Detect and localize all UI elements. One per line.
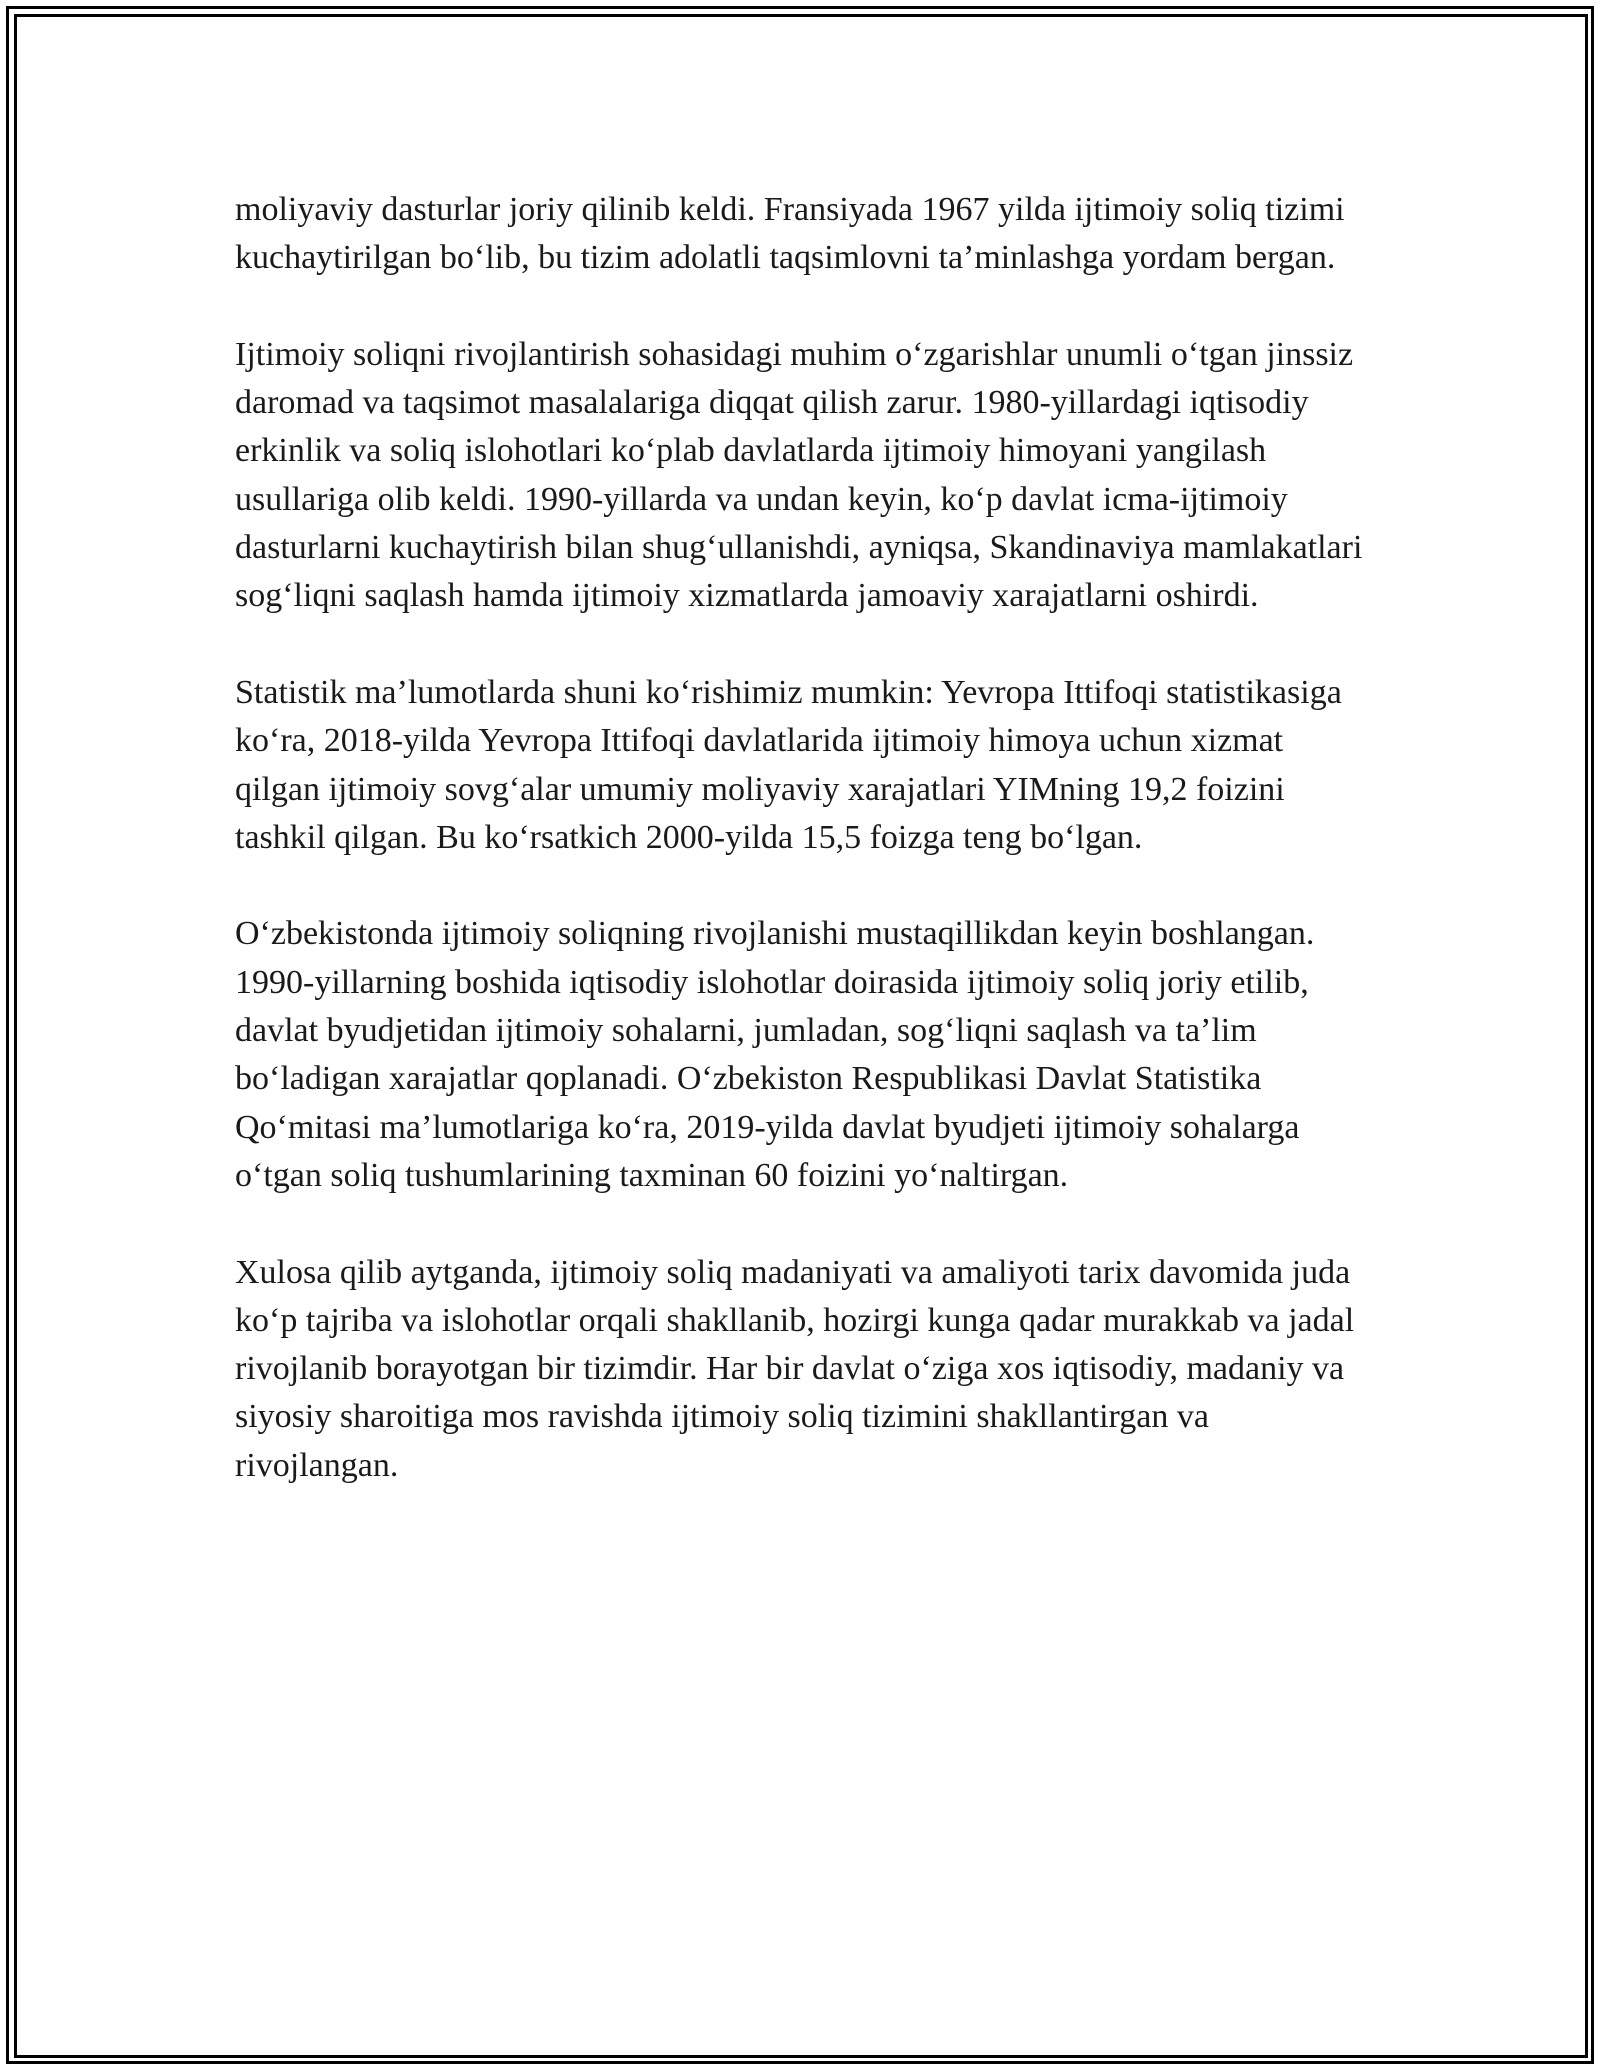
paragraph-5: Xulosa qilib aytganda, ijtimoiy soliq madaniyati va amaliyoti tarix davomida juda ko‘p tajriba va islohotlar orqali shakllanib, hozirgi kunga qadar murakkab va jadal rivojlanib borayotgan bir tizimdir. Har bir davlat o‘ziga xos iqtisodiy, madaniy va siyosiy sharoitiga mos ravishda ijtimoiy soliq tizimini shakllantirgan va rivojlangan. (235, 1253, 1355, 1484)
paragraph-2: Ijtimoiy soliqni rivojlantirish sohasidagi muhim o‘zgarishlar unumli o‘tgan jinssiz daromad va taqsimot masalalariga diqqat qilish zarur. 1980-yillardagi iqtisodiy erkinlik va soliq islohotlari ko‘plab davlatlarda ijtimoiy himoyani yangilash usullariga olib keldi. 1990-yillarda va undan keyin, ko‘p davlat icma-ijtimoiy dasturlarni kuchaytirish bilan shug‘ullanishdi, ayniqsa, Skandinaviya mamlakatlari sog‘liqni saqlash hamda ijtimoiy xizmatlarda jamoaviy xarajatlarni oshirdi. (235, 335, 1363, 615)
paragraph-4: O‘zbekistonda ijtimoiy soliqning rivojlanishi mustaqillikdan keyin boshlangan. 1990-yillarning boshida iqtisodiy islohotlar doirasida ijtimoiy soliq joriy etilib, davlat byudjetidan ijtimoiy sohalarni, jumladan, sog‘liqni saqlash va ta’lim bo‘ladigan xarajatlar qoplanadi. O‘zbekiston Respublikasi Davlat Statistika Qo‘mitasi ma’lumotlariga ko‘ra, 2019-yilda davlat byudjeti ijtimoiy sohalarga o‘tgan soliq tushumlarining taxminan 60 foizini yo‘naltirgan. (235, 915, 1315, 1194)
paragraph-3: Statistik ma’lumotlarda shuni ko‘rishimiz mumkin: Yevropa Ittifoqi statistikasiga ko‘ra, 2018-yilda Yevropa Ittifoqi davlatlarida ijtimoiy himoya uchun xizmat qilgan ijtimoiy sovg‘alar umumiy moliyaviy xarajatlari YIMning 19,2 foizini tashkil qilgan. Bu ko‘rsatkich 2000-yilda 15,5 foizga teng bo‘lgan. (235, 673, 1342, 856)
document-body (235, 186, 1370, 1490)
paragraph-1: moliyaviy dasturlar joriy qilinib keldi. Fransiyada 1967 yilda ijtimoiy soliq tizimi kuchaytirilgan bo‘lib, bu tizim adolatli taqsimlovni ta’minlashga yordam bergan. (235, 191, 1345, 277)
